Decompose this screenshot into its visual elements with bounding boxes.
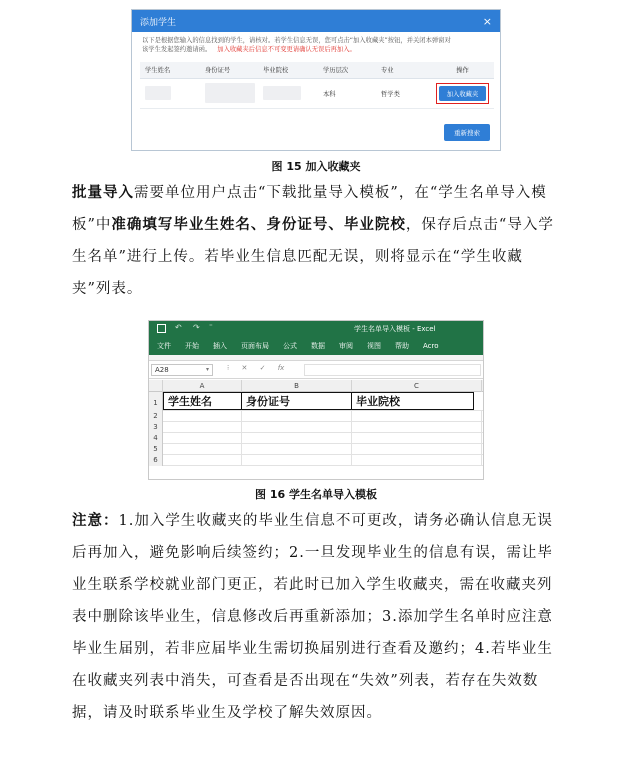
save-icon[interactable] xyxy=(157,324,166,333)
tab-file[interactable]: 文件 xyxy=(157,342,171,350)
cancel-icon[interactable]: ✕ xyxy=(241,364,248,372)
excel-window xyxy=(148,320,484,480)
insert-function-icon[interactable]: fx xyxy=(277,364,285,372)
grid-cell[interactable] xyxy=(352,455,482,465)
note-line-2: 该学生发起签约邀请函。 加入收藏夹后信息不可变更请确认无误后再加入。 xyxy=(142,46,356,53)
col-header-major: 专业 xyxy=(376,62,431,78)
column-headers xyxy=(149,380,484,392)
formula-bar xyxy=(149,361,483,379)
dialog-header xyxy=(132,10,500,32)
grid-cell[interactable] xyxy=(242,422,352,432)
excel-window-title: 学生名单导入模板 - Excel xyxy=(354,325,436,333)
student-table xyxy=(140,62,494,109)
tab-help[interactable]: 帮助 xyxy=(395,342,409,350)
grid-cell[interactable] xyxy=(352,444,482,454)
table-row xyxy=(140,78,494,108)
column-header-a[interactable]: A xyxy=(163,380,242,392)
tab-home[interactable]: 开始 xyxy=(185,342,199,350)
grid-cell[interactable] xyxy=(352,411,482,421)
cell-b1[interactable]: 身份证号 xyxy=(242,392,352,410)
cell-a1[interactable]: 学生姓名 xyxy=(163,392,242,410)
add-to-favorites-button[interactable]: 加入收藏夹 xyxy=(439,86,486,101)
note-line-1: 以下是根据您输入的信息找到的学生，请核对。若学生信息无误，您可点击“加入收藏夹”按钮，并关闭本弹窗对 xyxy=(142,37,451,44)
cell-major: 哲学类 xyxy=(376,78,431,108)
paragraph-batch-import: 批量导入需要单位用户点击“下载批量导入模板”，在“学生名单导入模板”中准确填写毕业生姓名、身份证号、毕业院校，保存后点击“导入学生名单”进行上传。若毕业生信息匹配无误，则将显示在“学生收藏夹”列表。 xyxy=(72,184,554,297)
chevron-down-icon[interactable]: ▾ xyxy=(205,366,209,373)
spreadsheet-grid xyxy=(149,380,484,466)
name-box[interactable]: A28 ▾ xyxy=(151,364,213,376)
grid-cell[interactable] xyxy=(163,422,242,432)
row-number[interactable]: 3 xyxy=(149,422,163,433)
sheet-row xyxy=(149,433,484,444)
research-button[interactable]: 重新搜索 xyxy=(444,124,490,141)
cell-education: 本科 xyxy=(318,78,376,108)
tab-page-layout[interactable]: 页面布局 xyxy=(241,342,269,350)
redo-icon[interactable]: ↷ xyxy=(193,323,200,332)
figure-16-caption: 图 16 学生名单导入模板 xyxy=(255,488,377,501)
cell-name xyxy=(140,78,200,108)
formula-icons xyxy=(227,364,294,372)
undo-icon[interactable]: ↶ xyxy=(175,323,182,332)
drag-handle-icon: ⁝ xyxy=(227,364,230,372)
col-header-action: 操作 xyxy=(431,62,494,78)
dialog-title: 添加学生 xyxy=(140,17,177,28)
row-number[interactable]: 6 xyxy=(149,455,163,466)
sheet-row xyxy=(149,392,484,411)
tab-review[interactable]: 审阅 xyxy=(339,342,353,350)
grid-cell[interactable] xyxy=(163,444,242,454)
excel-title-bar xyxy=(149,321,483,337)
cell-action xyxy=(431,78,494,108)
grid-cell[interactable] xyxy=(242,411,352,421)
add-button-highlight xyxy=(436,83,489,104)
row-number[interactable]: 2 xyxy=(149,411,163,422)
grid-cell[interactable] xyxy=(242,455,352,465)
formula-input[interactable] xyxy=(304,364,481,376)
excel-ribbon-tabs xyxy=(149,337,483,355)
grid-cell[interactable] xyxy=(352,433,482,443)
row-number[interactable]: 1 xyxy=(149,392,163,411)
cell-c1[interactable]: 毕业院校 xyxy=(352,392,474,410)
row-number[interactable]: 4 xyxy=(149,433,163,444)
quick-access-more-icon[interactable]: ⁼ xyxy=(209,323,213,331)
col-header-id: 身份证号 xyxy=(200,62,258,78)
confirm-icon[interactable]: ✓ xyxy=(259,364,266,372)
sheet-row xyxy=(149,455,484,466)
col-header-school: 毕业院校 xyxy=(258,62,318,78)
dialog-note xyxy=(132,32,500,54)
tab-acrobat[interactable]: Acro xyxy=(423,342,439,350)
cell-id xyxy=(200,78,258,108)
add-student-dialog xyxy=(131,9,501,151)
column-header-c[interactable]: C xyxy=(352,380,482,392)
figure-15-caption: 图 15 加入收藏夹 xyxy=(271,160,361,173)
grid-cell[interactable] xyxy=(242,444,352,454)
grid-cell[interactable] xyxy=(163,455,242,465)
col-header-education: 学历层次 xyxy=(318,62,376,78)
cell-school xyxy=(258,78,318,108)
note-warning: 加入收藏夹后信息不可变更请确认无误后再加入。 xyxy=(217,46,356,53)
tab-formulas[interactable]: 公式 xyxy=(283,342,297,350)
column-header-b[interactable]: B xyxy=(242,380,352,392)
paragraph-notes: 注意：1.加入学生收藏夹的毕业生信息不可更改，请务必确认信息无误后再加入，避免影响后续签约；2.一旦发现毕业生的信息有误，需让毕业生联系学校就业部门更正，若此时已加入学生收藏夹，需在收藏夹列表中删除该毕业生，信息修改后再重新添加；3.添加学生名单时应注意毕业生届别，若非应届毕业生需切换届别进行查看及邀约；4.若毕业生在收藏夹列表中消失，可查看是否出现在“失效”列表，若存在失效数据，请及时联系毕业生及学校了解失效原因。 xyxy=(72,512,553,721)
tab-insert[interactable]: 插入 xyxy=(213,342,227,350)
grid-cell[interactable] xyxy=(242,433,352,443)
sheet-row xyxy=(149,411,484,422)
grid-cell[interactable] xyxy=(163,433,242,443)
row-number[interactable]: 5 xyxy=(149,444,163,455)
sheet-row xyxy=(149,422,484,433)
tab-view[interactable]: 视图 xyxy=(367,342,381,350)
grid-cell[interactable] xyxy=(163,411,242,421)
tab-data[interactable]: 数据 xyxy=(311,342,325,350)
close-icon[interactable]: × xyxy=(482,14,492,28)
select-all-corner[interactable] xyxy=(149,380,163,392)
col-header-name: 学生姓名 xyxy=(140,62,200,78)
sheet-row xyxy=(149,444,484,455)
table-header-row xyxy=(140,62,494,78)
grid-cell[interactable] xyxy=(352,422,482,432)
